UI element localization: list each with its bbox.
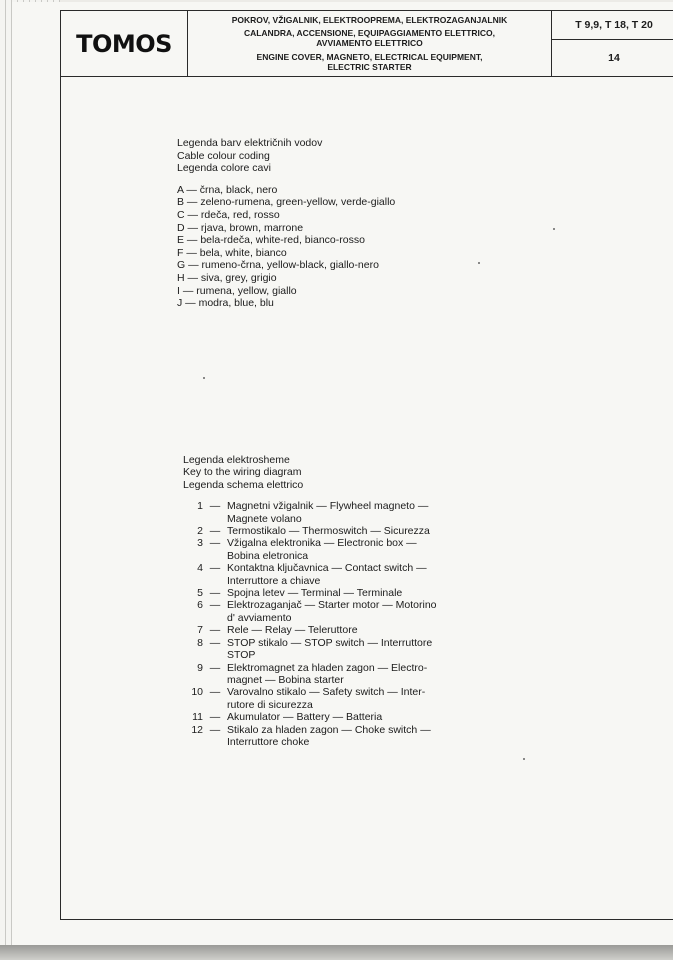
cable-colour-legend: [177, 137, 395, 310]
colour-entry-i: I — rumena, yellow, giallo: [177, 284, 297, 297]
key-item-number: [183, 736, 203, 748]
key-item: [183, 500, 459, 512]
key-item: [183, 637, 459, 649]
key-item-number: [183, 575, 203, 587]
colour-entry-b: B — zeleno-rumena, green-yellow, verde-giallo: [177, 196, 396, 209]
key-item-text: Spojna letev — Terminal — Terminale: [227, 587, 403, 600]
legend-title-slovenian: Legenda barv električnih vodov: [177, 137, 323, 149]
key-title-slovenian: Legenda elektrosheme: [183, 454, 290, 466]
title-line-english: ENGINE COVER, MAGNETO, ELECTRICAL EQUIPMENT,: [256, 52, 483, 62]
key-item: [183, 686, 459, 698]
key-item-dash: [203, 649, 227, 661]
key-item-number: 12: [191, 723, 203, 736]
key-item-text: Magnete volano: [227, 512, 302, 525]
scan-speck: [553, 228, 555, 230]
key-item-number: 9: [197, 661, 203, 674]
key-item-dash: [203, 513, 227, 525]
key-item: [183, 662, 459, 674]
key-list: [183, 500, 459, 748]
key-item-text: magnet — Bobina starter: [227, 673, 344, 686]
key-item-dash: [203, 674, 227, 686]
key-item-text: Kontaktna ključavnica — Contact switch —: [227, 562, 427, 575]
key-item: [183, 587, 459, 599]
colour-entry-d: D — rjava, brown, marrone: [177, 221, 304, 234]
key-item-text: Interruttore choke: [227, 735, 310, 748]
colour-entry-f: F — bela, white, bianco: [177, 246, 287, 259]
scan-shadow: [0, 945, 673, 960]
wiring-diagram-key: [183, 454, 459, 748]
key-item-dash: —: [209, 599, 221, 612]
key-item-dash: [203, 736, 227, 748]
key-item-dash: —: [209, 624, 221, 637]
key-item-continuation: [183, 550, 459, 562]
key-item-dash: [203, 575, 227, 587]
key-item-dash: —: [209, 711, 221, 724]
key-item-text: Akumulator — Battery — Batteria: [227, 711, 383, 724]
key-item-number: [183, 612, 203, 624]
title-line-slovenian: POKROV, VŽIGALNIK, ELEKTROOPREMA, ELEKTROZAGANJALNIK: [231, 15, 508, 25]
key-item-dash: —: [209, 537, 221, 550]
title-line-english-2: ELECTRIC STARTER: [327, 62, 412, 72]
key-item: [183, 599, 459, 611]
key-item-dash: [203, 612, 227, 624]
colour-entry-a: A — črna, black, nero: [177, 183, 278, 196]
key-item-text: d' avviamento: [227, 611, 292, 624]
key-item-text: Elektromagnet za hladen zagon — Electro-: [227, 661, 428, 674]
title-line-italian: CALANDRA, ACCENSIONE, EQUIPAGGIAMENTO ELETTRICO,: [243, 28, 496, 38]
key-item-number: [183, 649, 203, 661]
key-title-italian: Legenda schema elettrico: [183, 478, 304, 491]
key-item-number: 4: [197, 562, 203, 575]
page-header: [61, 11, 673, 77]
key-item: [183, 624, 459, 636]
key-item-continuation: [183, 513, 459, 525]
key-item: [183, 525, 459, 537]
key-item-dash: —: [209, 562, 221, 575]
model-code: T 9,9, T 18, T 20: [552, 11, 673, 40]
key-item-number: 3: [197, 537, 203, 550]
key-item: [183, 537, 459, 549]
key-item-number: 1: [197, 500, 203, 513]
key-item-continuation: [183, 674, 459, 686]
key-item-text: STOP stikalo — STOP switch — Interruttore: [227, 636, 433, 649]
key-title-english: Key to the wiring diagram: [183, 466, 302, 479]
key-item-number: 6: [197, 599, 203, 612]
key-item-dash: —: [209, 587, 221, 600]
key-item: [183, 562, 459, 574]
key-titles: [183, 454, 459, 491]
key-item-text: Stikalo za hladen zagon — Choke switch —: [227, 723, 431, 736]
scan-speck: [523, 758, 525, 760]
key-item: [183, 724, 459, 736]
scan-speck: [478, 262, 480, 264]
key-item-text: Elektrozaganjač — Starter motor — Motorino: [227, 599, 437, 612]
key-item-text: STOP: [227, 649, 256, 662]
key-item-continuation: [183, 736, 459, 748]
colour-entry-e: E — bela-rdeča, white-red, bianco-rosso: [177, 234, 365, 247]
scan-speck: [203, 377, 205, 379]
logo-cell: [61, 11, 188, 76]
key-item-dash: —: [209, 686, 221, 699]
key-item-dash: —: [209, 661, 221, 674]
title-line-italian-2: AVVIAMENTO ELETTRICO: [316, 38, 423, 48]
key-item-number: [183, 550, 203, 562]
key-item-text: Bobina eletronica: [227, 549, 309, 562]
legend-title-english: Cable colour coding: [177, 149, 270, 162]
key-item-text: Varovalno stikalo — Safety switch — Inter-: [227, 686, 426, 699]
key-item-text: Vžigalna elektronika — Electronic box —: [227, 537, 417, 550]
key-item-dash: —: [209, 525, 221, 538]
key-item-text: Interruttore a chiave: [227, 574, 321, 587]
tomos-logo: TOMOS: [76, 29, 172, 58]
key-item-text: rutore di sicurezza: [227, 698, 313, 711]
key-item-number: 2: [197, 525, 203, 538]
key-item-dash: —: [209, 723, 221, 736]
header-title: [188, 11, 552, 76]
key-item-dash: —: [209, 636, 221, 649]
colour-entry-c: C — rdeča, red, rosso: [177, 208, 280, 221]
legend-title-italian: Legenda colore cavi: [177, 162, 271, 175]
key-item-dash: [203, 699, 227, 711]
key-item-number: 11: [192, 711, 203, 724]
colour-entry-h: H — siva, grey, grigio: [177, 271, 277, 284]
colour-entry-g: G — rumeno-črna, yellow-black, giallo-nero: [177, 259, 379, 272]
key-item-continuation: [183, 649, 459, 661]
key-item-text: Rele — Relay — Teleruttore: [227, 624, 358, 637]
key-item-dash: [203, 550, 227, 562]
code-cell: [552, 11, 673, 76]
colour-entry-j: J — modra, blue, blu: [177, 297, 274, 310]
key-item-number: 8: [197, 636, 203, 649]
key-item: [183, 711, 459, 723]
key-item-text: Magnetni vžigalnik — Flywheel magneto —: [227, 500, 429, 513]
key-item-number: 5: [197, 587, 203, 600]
key-item-number: [183, 674, 203, 686]
key-item-continuation: [183, 575, 459, 587]
key-item-dash: —: [209, 500, 221, 513]
page-number: 14: [608, 52, 620, 64]
key-item-text: Termostikalo — Thermoswitch — Sicurezza: [227, 525, 430, 538]
key-item-continuation: [183, 699, 459, 711]
key-item-continuation: [183, 612, 459, 624]
key-item-number: 10: [191, 686, 203, 699]
key-item-number: 7: [197, 624, 203, 637]
key-item-number: [183, 699, 203, 711]
key-item-number: [183, 513, 203, 525]
